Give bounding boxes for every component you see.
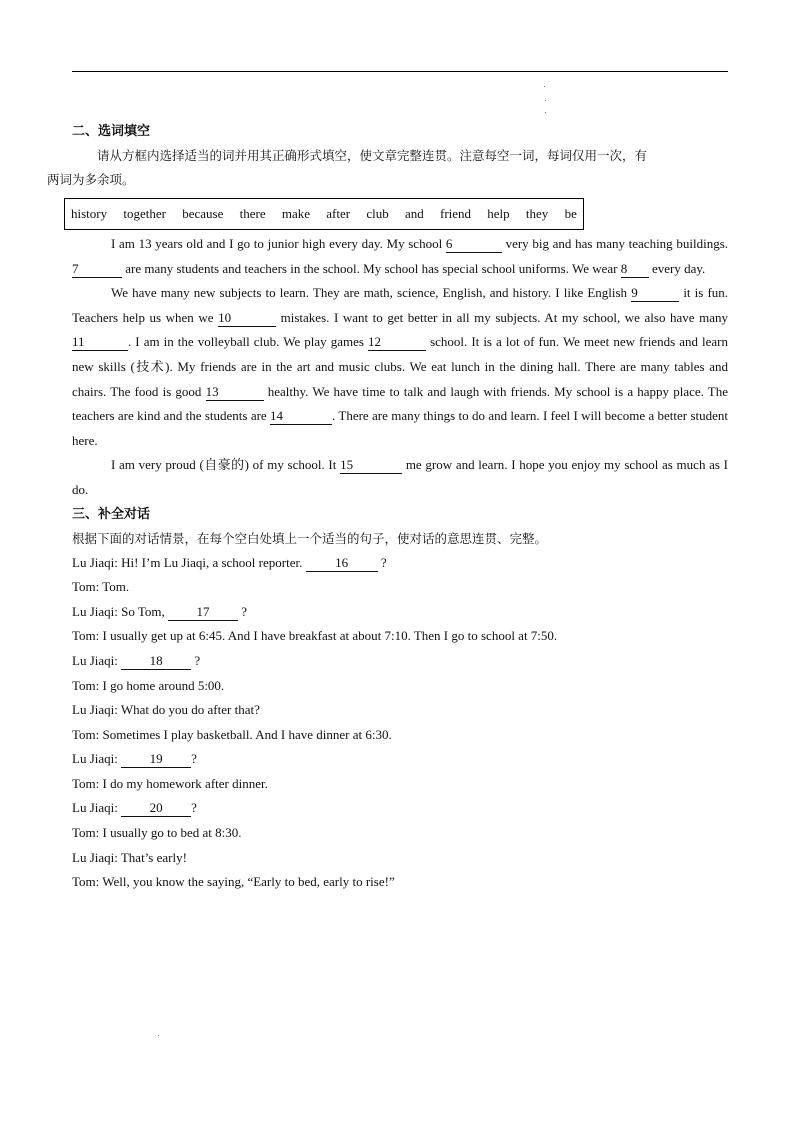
word-option: club (366, 206, 389, 221)
passage-text: are many students and teachers in the school. My school has special school uniforms. We wear (125, 260, 618, 276)
dialogue-text: ? (380, 554, 387, 570)
dialogue-line: Tom: Well, you know the saying, “Early to bed, early to rise!” (72, 874, 395, 890)
word-option: friend (439, 206, 472, 221)
dialogue-text: Lu Jiaqi: Hi! I’m Lu Jiaqi, a school reporter. (72, 554, 303, 570)
dialogue-text: ? (191, 800, 197, 816)
blank-14[interactable]: 14 (270, 408, 332, 425)
dialogue-text: ? (191, 751, 197, 767)
speck (158, 1035, 159, 1036)
dialogue-line: Tom: I usually get up at 6:45. And I have breakfast at about 7:10. Then I go to school at 7:50. (72, 628, 558, 644)
blank-8[interactable]: 8 (621, 261, 649, 278)
passage-text: it is fun. Teachers help us when we (72, 285, 729, 325)
dialogue (72, 551, 728, 895)
section-title-dialogue: 三、补全对话 (72, 506, 151, 522)
passage-text: I am very proud (自豪的) of my school. It (111, 457, 337, 473)
section-title-vocab: 二、选词填空 (72, 124, 151, 139)
word-option: together (123, 206, 166, 221)
dialogue-line (72, 649, 728, 674)
speck (545, 112, 546, 113)
dialogue-line: Tom: I usually go to bed at 8:30. (72, 825, 242, 841)
blank-16[interactable]: 16 (306, 555, 378, 572)
passage-text: school. It is a lot of fun. We meet new friends and learn new skills (技术). My friends are in the art and music clubs. We eat lunch in the dining hall. There are many tables and chairs. The food is good (72, 334, 729, 399)
word-option: after (326, 206, 351, 221)
dialogue-line: Lu Jiaqi: What do you do after that? (72, 702, 260, 718)
passage-paragraph-2 (72, 281, 728, 453)
blank-11[interactable]: 11 (72, 334, 128, 351)
dialogue-text: ? (194, 652, 201, 668)
passage-paragraph-3 (72, 453, 728, 502)
blank-7[interactable]: 7 (72, 261, 122, 278)
blank-6[interactable]: 6 (446, 236, 502, 253)
dialogue-line: Lu Jiaqi: That’s early! (72, 849, 187, 865)
speck (545, 100, 546, 101)
blank-12[interactable]: 12 (368, 334, 426, 351)
dialogue-text: Lu Jiaqi: So Tom, (72, 603, 165, 619)
instruction-dialogue: 根据下面的对话情景，在每个空白处填上一个适当的句子，使对话的意思连贯、完整。 (72, 530, 548, 546)
blank-15[interactable]: 15 (340, 457, 402, 474)
word-option: history (71, 206, 108, 221)
passage-text: very big and has many teaching buildings. (505, 236, 729, 251)
blank-9[interactable]: 9 (631, 285, 679, 302)
passage-text: mistakes. I want to get better in all my subjects. At my school, we also have many (280, 309, 729, 325)
word-option: they (525, 206, 549, 221)
dialogue-line (72, 551, 728, 576)
blank-20[interactable]: 20 (121, 800, 191, 817)
blank-17[interactable]: 17 (168, 604, 238, 621)
dialogue-line: Tom: Sometimes I play basketball. And I have dinner at 6:30. (72, 726, 392, 742)
word-option: there (239, 206, 266, 221)
blank-13[interactable]: 13 (206, 384, 264, 401)
dialogue-text: Lu Jiaqi: (72, 800, 118, 816)
word-option: help (487, 206, 510, 221)
word-box (64, 198, 584, 230)
dialogue-line (72, 796, 728, 821)
passage-text: every day. (651, 260, 706, 276)
passage-text: . I am in the volleyball club. We play games (128, 334, 364, 350)
blank-10[interactable]: 10 (218, 310, 276, 327)
instruction-text: 两词为多余项。 (47, 172, 135, 187)
dialogue-line (72, 747, 728, 772)
header-rule (72, 71, 728, 72)
word-option: because (182, 206, 224, 221)
instruction-text: 请从方框内选择适当的词并用其正确形式填空，使文章完整连贯。注意每空一词，每词仅用一次，有 (97, 148, 648, 163)
passage-paragraph-1 (72, 232, 728, 281)
passage-text: I am 13 years old and I go to junior high every day. My school (111, 236, 443, 251)
passage-text: . There are many things to do and learn. I feel I will become a better student here. (72, 408, 729, 448)
word-option: make (281, 206, 310, 221)
passage-text: healthy. We have time to talk and laugh with friends. My school is a happy place. The teachers are kind and the students are (72, 383, 729, 424)
dialogue-line: Tom: I do my homework after dinner. (72, 775, 268, 791)
dialogue-line (72, 600, 728, 625)
word-option: and (404, 206, 424, 221)
dialogue-text: Lu Jiaqi: (72, 652, 118, 668)
blank-19[interactable]: 19 (121, 751, 191, 768)
passage-text: We have many new subjects to learn. They are math, science, English, and history. I like English (111, 285, 628, 301)
passage-text: me grow and learn. I hope you enjoy my school as much as I do. (72, 457, 729, 497)
speck (544, 86, 545, 87)
word-option: be (564, 206, 577, 221)
blank-18[interactable]: 18 (121, 653, 191, 670)
instruction-vocab (47, 144, 728, 192)
dialogue-text: Lu Jiaqi: (72, 751, 118, 767)
dialogue-line: Tom: I go home around 5:00. (72, 677, 225, 693)
dialogue-line: Tom: Tom. (72, 579, 130, 595)
dialogue-text: ? (241, 603, 248, 619)
worksheet (47, 120, 729, 895)
